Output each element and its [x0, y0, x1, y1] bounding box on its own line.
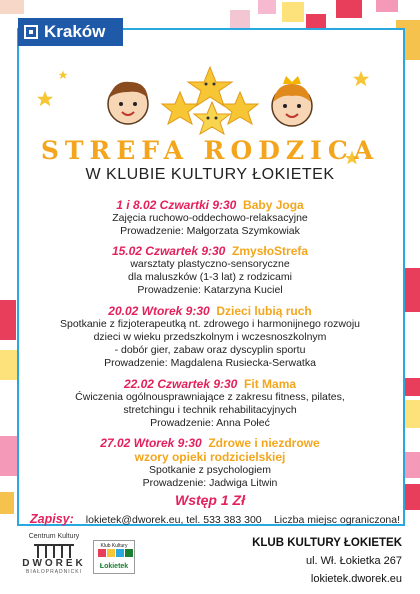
- club-website[interactable]: lokietek.dworek.eu: [310, 573, 402, 585]
- star-icon: [352, 70, 370, 88]
- signup-row: [30, 512, 400, 526]
- logo-block: [107, 549, 115, 557]
- event-name: Baby Joga: [243, 198, 304, 212]
- girl-face-icon: [272, 76, 312, 126]
- logo-block: [98, 549, 106, 557]
- event-description: dla maluszków (1-3 lat) z rodzicami: [128, 271, 292, 283]
- decor-square: [230, 10, 250, 28]
- event-host: Prowadzenie: Anna Połeć: [150, 417, 270, 429]
- lokietek-club-logo: [93, 540, 135, 574]
- event-name: ZmysłoStrefa: [232, 244, 309, 258]
- signup-label: Zapisy:: [30, 512, 74, 526]
- decor-square: [0, 300, 16, 340]
- star-icon: [36, 90, 54, 108]
- places-limit-note: Liczba miejsc ograniczona!: [273, 514, 400, 526]
- decor-square: [336, 0, 362, 18]
- event-host: Prowadzenie: Katarzyna Kuciel: [137, 284, 283, 296]
- boy-face-icon: [108, 82, 148, 124]
- event-name-continued: wzory opieki rodzicielskiej: [134, 450, 286, 464]
- page-subtitle: W KLUBIE KULTURY ŁOKIETEK: [85, 166, 335, 183]
- signup-contact[interactable]: lokietek@dworek.eu, tel. 533 383 300: [85, 514, 262, 526]
- page-title: STREFA RODZICA: [40, 136, 380, 165]
- krakow-logo: [18, 18, 123, 46]
- event-description: stretchingu i technik rehabilitacyjnych: [123, 404, 297, 416]
- manor-columns-icon: [34, 544, 74, 558]
- event-date: 1 i 8.02 Czwartki 9:30: [116, 198, 237, 212]
- event-item: [30, 377, 390, 430]
- krakow-logo-text: Kraków: [44, 22, 106, 41]
- event-date: 22.02 Czwartek 9:30: [123, 377, 238, 391]
- club-address: ul. Wł. Łokietka 267: [306, 555, 402, 567]
- event-date: 27.02 Wtorek 9:30: [100, 436, 202, 450]
- event-date: 20.02 Wtorek 9:30: [108, 304, 210, 318]
- event-description: warsztaty plastyczno-sensoryczne: [130, 258, 290, 270]
- krakow-crest-icon: [24, 25, 38, 39]
- event-name: Dzieci lubią ruch: [216, 304, 312, 318]
- decor-square: [282, 2, 304, 22]
- centrum-kultury-logo: [18, 533, 90, 581]
- club-contact-block: [252, 534, 402, 588]
- event-host: Prowadzenie: Małgorzata Szymkowiak: [120, 225, 300, 237]
- centrum-kultury-label: Centrum Kultury: [28, 533, 80, 540]
- dworek-subtitle: BIAŁOPRĄDNICKI: [26, 569, 82, 575]
- event-item: [30, 304, 390, 370]
- decor-square: [404, 268, 420, 312]
- entry-fee: Wstęp 1 Zł: [174, 492, 245, 508]
- decor-square: [0, 0, 24, 14]
- smiling-stars-icon: [162, 67, 258, 134]
- event-host: Prowadzenie: Jadwiga Litwin: [142, 477, 278, 489]
- decor-square: [258, 0, 276, 14]
- lokietek-badge-top: Klub Kultury: [100, 543, 128, 549]
- decor-square: [0, 350, 18, 380]
- event-item: [30, 436, 390, 490]
- decor-square: [376, 0, 398, 12]
- event-date: 15.02 Czwartek 9:30: [111, 244, 226, 258]
- event-name: Fit Mama: [244, 377, 297, 391]
- event-description: Ćwiczenia ogólnousprawniające z zakresu fitness, pilates,: [75, 391, 345, 403]
- event-description: Zajęcia ruchowo-oddechowo-relaksacyjne: [112, 212, 308, 224]
- event-description: dzieci w wieku przedszkolnym i wczesnoszkolnym: [93, 331, 327, 343]
- event-item: [30, 244, 390, 297]
- star-icon: [58, 70, 68, 80]
- event-name: Zdrowe i niezdrowe: [208, 436, 320, 450]
- decor-square: [0, 436, 18, 476]
- event-host: Prowadzenie: Magdalena Rusiecka-Serwatka: [104, 357, 316, 369]
- kids-stars-illustration: [100, 62, 320, 142]
- logo-block: [116, 549, 124, 557]
- logo-block: [125, 549, 133, 557]
- club-name: KLUB KULTURY ŁOKIETEK: [252, 537, 402, 549]
- lokietek-badge-name: Łokietek: [99, 563, 129, 570]
- event-description: - dobór gier, zabaw oraz dyscyplin sportu: [114, 344, 306, 356]
- event-description: Spotkanie z fizjoterapeutką nt. zdrowego i harmonijnego rozwoju: [59, 318, 360, 330]
- dworek-name: DWOREK: [22, 558, 86, 569]
- event-description: Spotkanie z psychologiem: [149, 464, 271, 476]
- event-item: [30, 198, 390, 238]
